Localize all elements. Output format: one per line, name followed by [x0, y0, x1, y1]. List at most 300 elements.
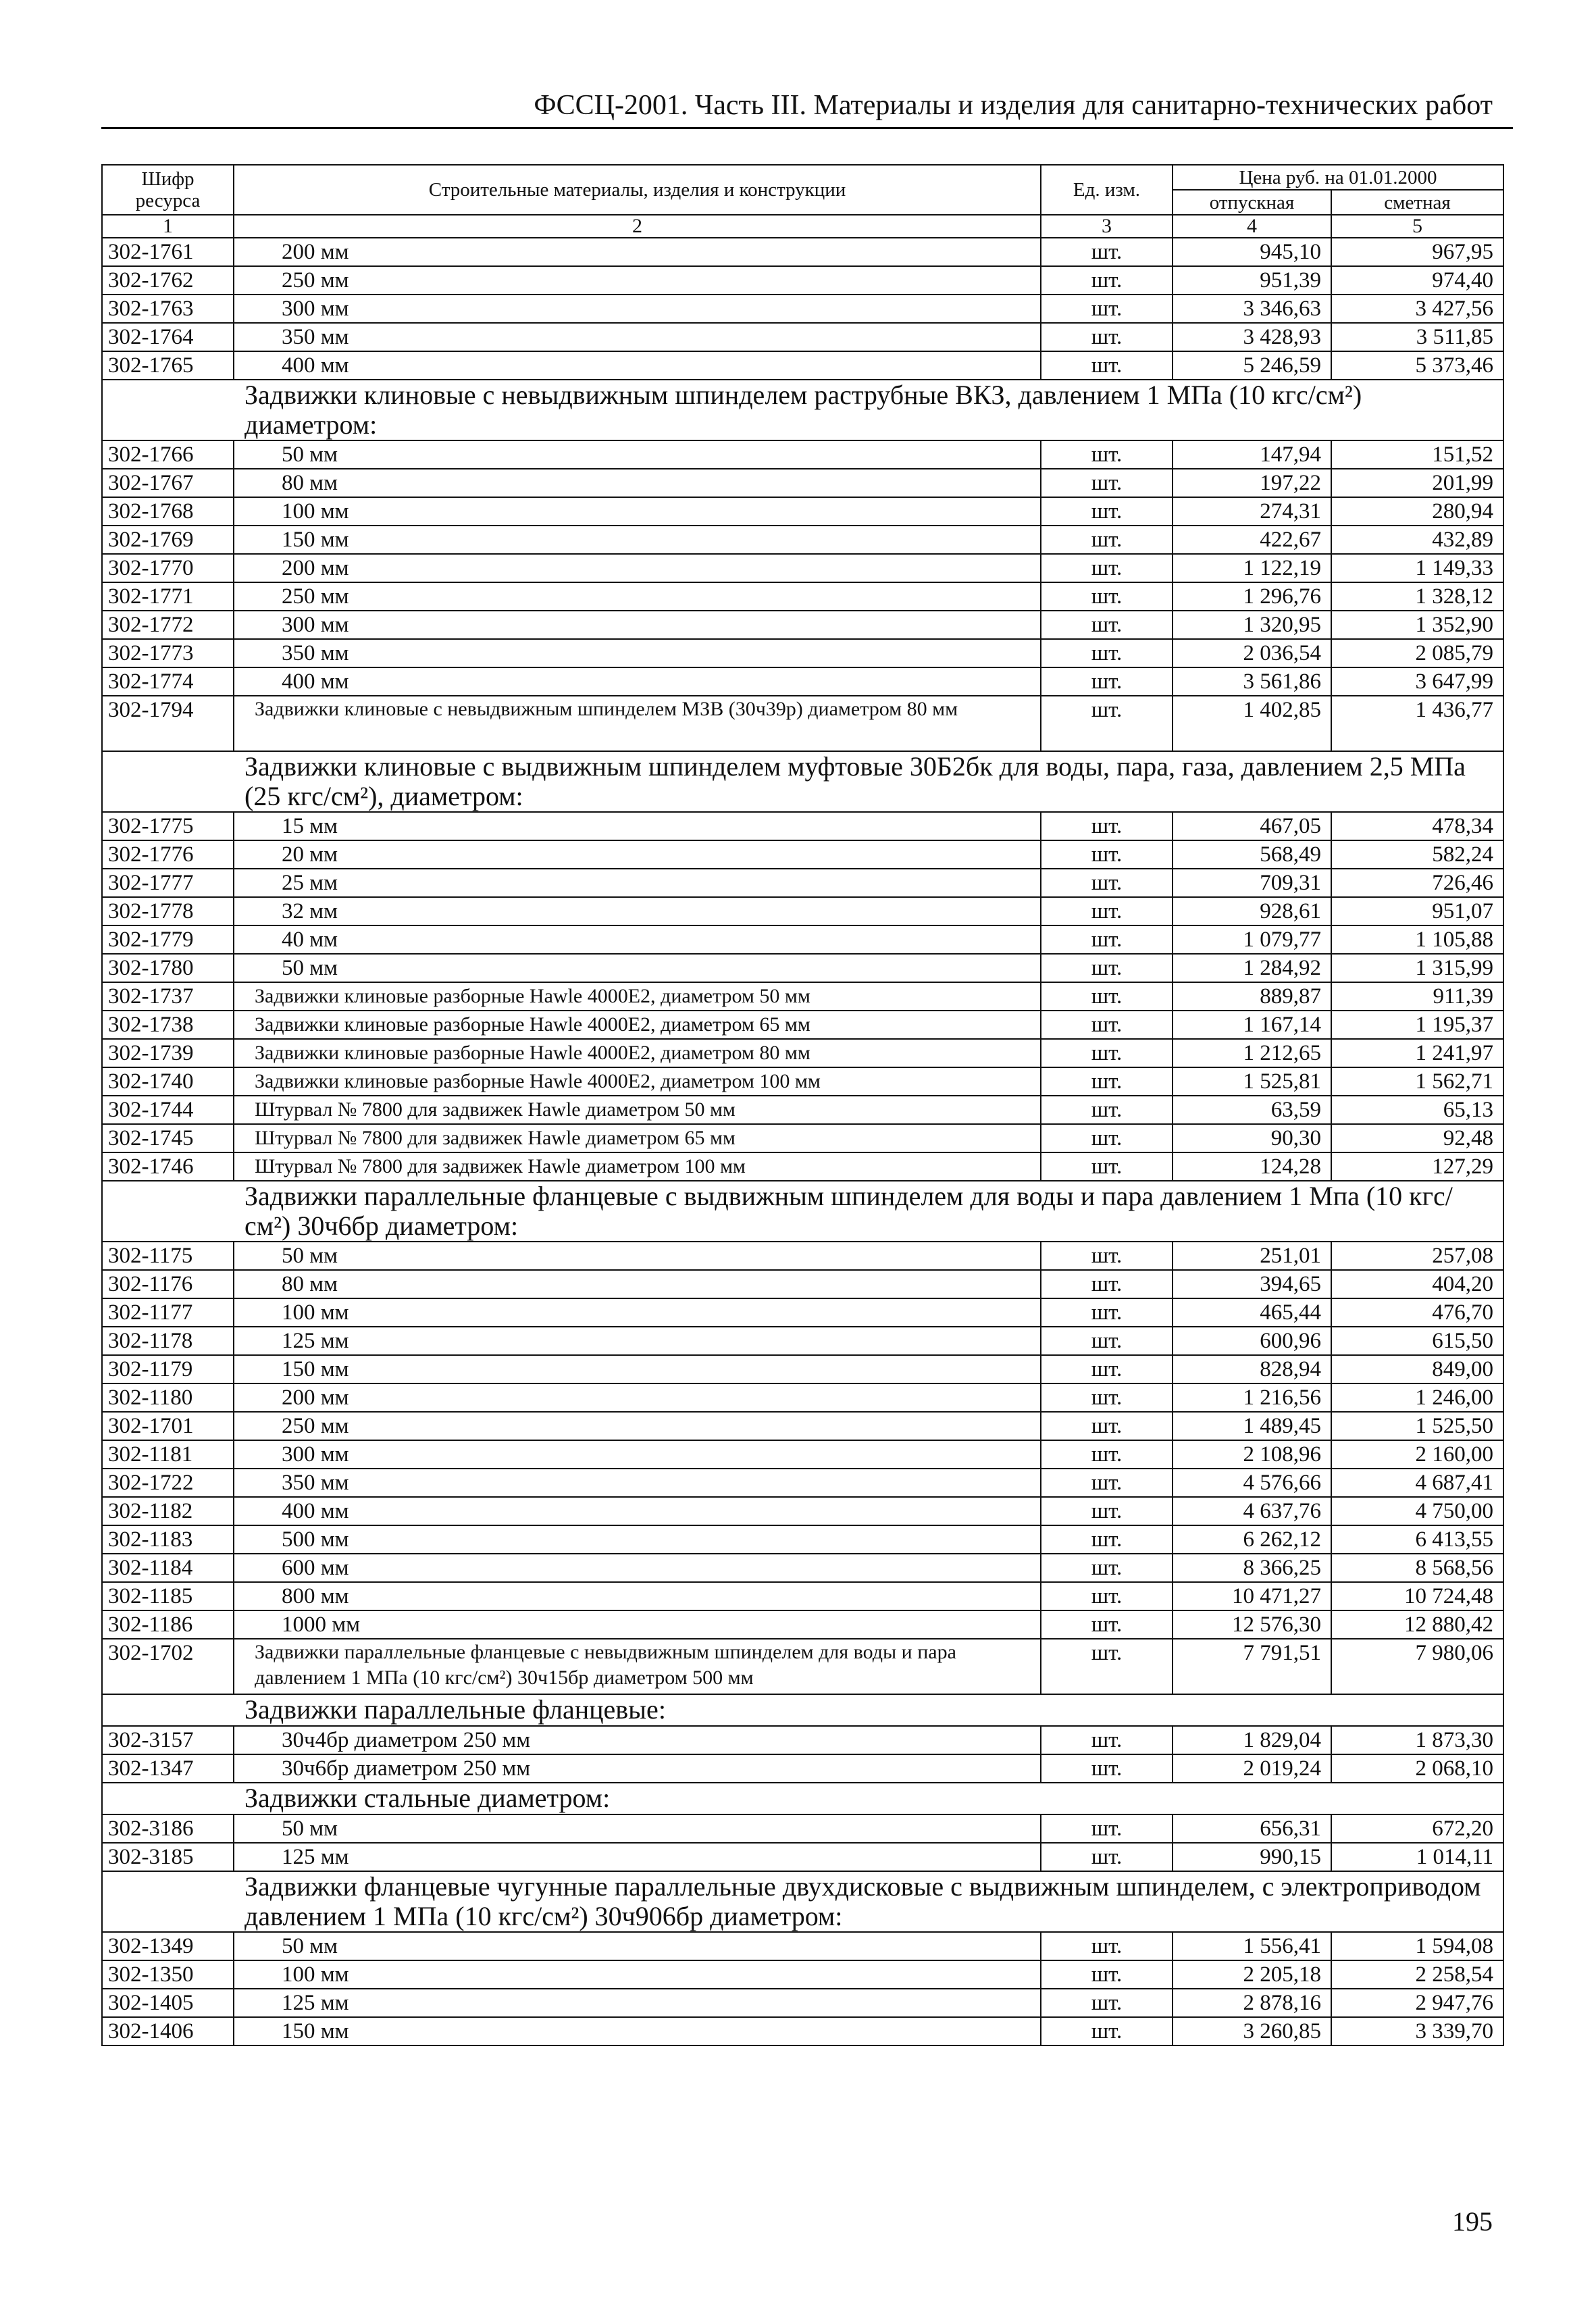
unit-cell: шт.: [1041, 1298, 1173, 1327]
table-row: [102, 611, 1503, 639]
material-name-cell: 100 мм: [234, 1960, 1041, 1989]
material-name-cell: 50 мм: [234, 1242, 1041, 1270]
resource-code-cell: 302-1702: [102, 1639, 234, 1694]
resource-code-cell: 302-1745: [102, 1124, 234, 1152]
estimate-price-cell: 672,20: [1331, 1814, 1503, 1843]
material-name-cell: 50 мм: [234, 1932, 1041, 1960]
estimate-price-cell: 1 525,50: [1331, 1412, 1503, 1440]
material-name-cell: 50 мм: [234, 954, 1041, 982]
table-row: [102, 667, 1503, 696]
estimate-price-cell: 1 149,33: [1331, 554, 1503, 582]
unit-cell: шт.: [1041, 497, 1173, 526]
table-row: [102, 1039, 1503, 1067]
material-name-cell: 200 мм: [234, 238, 1041, 266]
resource-code-cell: 302-1766: [102, 440, 234, 469]
table-row: [102, 1814, 1503, 1843]
resource-code-cell: 302-1177: [102, 1298, 234, 1327]
release-price-cell: 1 296,76: [1173, 582, 1331, 611]
material-name-cell: 125 мм: [234, 1327, 1041, 1355]
section-title: Задвижки клиновые с выдвижным шпинделем муфтовые 30Б2бк для воды, пара, газа, давлением 2,5 МПа (25 кгс/см²), диаметром:: [102, 751, 1503, 812]
unit-cell: шт.: [1041, 266, 1173, 295]
resource-code-cell: 302-1772: [102, 611, 234, 639]
table-row: [102, 238, 1503, 266]
estimate-price-cell: 1 105,88: [1331, 925, 1503, 954]
release-price-cell: 12 576,30: [1173, 1610, 1331, 1639]
resource-code-cell: 302-1405: [102, 1989, 234, 2017]
release-price-cell: 63,59: [1173, 1096, 1331, 1124]
estimate-price-cell: 12 880,42: [1331, 1610, 1503, 1639]
release-price-cell: 90,30: [1173, 1124, 1331, 1152]
unit-cell: шт.: [1041, 1440, 1173, 1469]
release-price-cell: 3 260,85: [1173, 2017, 1331, 2045]
release-price-cell: 1 079,77: [1173, 925, 1331, 954]
release-price-cell: 10 471,27: [1173, 1582, 1331, 1610]
release-price-cell: 251,01: [1173, 1242, 1331, 1270]
unit-cell: шт.: [1041, 954, 1173, 982]
unit-cell: шт.: [1041, 1843, 1173, 1871]
col-price-header: Цена руб. на 01.01.2000: [1173, 165, 1503, 190]
table-row: [102, 1011, 1503, 1039]
unit-cell: шт.: [1041, 323, 1173, 351]
col-release-header: отпускная: [1173, 190, 1331, 215]
table-row: [102, 1327, 1503, 1355]
table-row: [102, 812, 1503, 840]
estimate-price-cell: 4 750,00: [1331, 1497, 1503, 1525]
table-row: [102, 1440, 1503, 1469]
resource-code-cell: 302-1774: [102, 667, 234, 696]
col-number-3: 3: [1041, 215, 1173, 238]
release-price-cell: 2 878,16: [1173, 1989, 1331, 2017]
material-name-cell: Задвижки клиновые разборные Hawle 4000E2, диаметром 65 мм: [234, 1011, 1041, 1039]
release-price-cell: 2 108,96: [1173, 1440, 1331, 1469]
material-name-cell: Задвижки клиновые с невыдвижным шпинделем МЗВ (30ч39р) диаметром 80 мм: [234, 696, 1041, 751]
table-row: [102, 266, 1503, 295]
unit-cell: шт.: [1041, 238, 1173, 266]
unit-cell: шт.: [1041, 982, 1173, 1011]
estimate-price-cell: 257,08: [1331, 1242, 1503, 1270]
material-name-cell: 400 мм: [234, 351, 1041, 380]
table-row: [102, 1242, 1503, 1270]
table-row: [102, 954, 1503, 982]
release-price-cell: 656,31: [1173, 1814, 1331, 1843]
unit-cell: шт.: [1041, 1960, 1173, 1989]
section-title: Задвижки стальные диаметром:: [102, 1783, 1503, 1814]
release-price-cell: 1 216,56: [1173, 1383, 1331, 1412]
table-row: [102, 1932, 1503, 1960]
material-name-cell: 150 мм: [234, 2017, 1041, 2045]
release-price-cell: 709,31: [1173, 869, 1331, 897]
release-price-cell: 889,87: [1173, 982, 1331, 1011]
estimate-price-cell: 6 413,55: [1331, 1525, 1503, 1554]
estimate-price-cell: 280,94: [1331, 497, 1503, 526]
estimate-price-cell: 8 568,56: [1331, 1554, 1503, 1582]
estimate-price-cell: 2 068,10: [1331, 1754, 1503, 1783]
unit-cell: шт.: [1041, 840, 1173, 869]
release-price-cell: 147,94: [1173, 440, 1331, 469]
material-name-cell: 350 мм: [234, 323, 1041, 351]
material-name-cell: 80 мм: [234, 469, 1041, 497]
estimate-price-cell: 1 873,30: [1331, 1726, 1503, 1754]
col-number-4: 4: [1173, 215, 1331, 238]
table-row: [102, 1554, 1503, 1582]
material-name-cell: Штурвал № 7800 для задвижек Hawle диаметром 65 мм: [234, 1124, 1041, 1152]
material-name-cell: 400 мм: [234, 1497, 1041, 1525]
section-title: Задвижки клиновые с невыдвижным шпинделем раструбные ВКЗ, давлением 1 МПа (10 кгс/см²) диаметром:: [102, 380, 1503, 440]
table-row: [102, 1067, 1503, 1096]
unit-cell: шт.: [1041, 469, 1173, 497]
resource-code-cell: 302-1762: [102, 266, 234, 295]
estimate-price-cell: 951,07: [1331, 897, 1503, 925]
release-price-cell: 951,39: [1173, 266, 1331, 295]
estimate-price-cell: 911,39: [1331, 982, 1503, 1011]
unit-cell: шт.: [1041, 1355, 1173, 1383]
estimate-price-cell: 849,00: [1331, 1355, 1503, 1383]
resource-code-cell: 302-1794: [102, 696, 234, 751]
col-unit-header: Ед. изм.: [1041, 165, 1173, 215]
release-price-cell: 1 489,45: [1173, 1412, 1331, 1440]
col-name-header: Строительные материалы, изделия и конструкции: [234, 165, 1041, 215]
resource-code-cell: 302-1180: [102, 1383, 234, 1412]
resource-code-cell: 302-1181: [102, 1440, 234, 1469]
release-price-cell: 6 262,12: [1173, 1525, 1331, 1554]
material-name-cell: 80 мм: [234, 1270, 1041, 1298]
section-row: [102, 380, 1503, 440]
resource-code-cell: 302-1178: [102, 1327, 234, 1355]
estimate-price-cell: 974,40: [1331, 266, 1503, 295]
release-price-cell: 2 036,54: [1173, 639, 1331, 667]
estimate-price-cell: 3 427,56: [1331, 295, 1503, 323]
table-row: [102, 696, 1503, 751]
estimate-price-cell: 3 647,99: [1331, 667, 1503, 696]
release-price-cell: 3 561,86: [1173, 667, 1331, 696]
material-name-cell: 100 мм: [234, 1298, 1041, 1327]
estimate-price-cell: 1 594,08: [1331, 1932, 1503, 1960]
unit-cell: шт.: [1041, 1814, 1173, 1843]
unit-cell: шт.: [1041, 1124, 1173, 1152]
release-price-cell: 422,67: [1173, 526, 1331, 554]
unit-cell: шт.: [1041, 1242, 1173, 1270]
release-price-cell: 600,96: [1173, 1327, 1331, 1355]
unit-cell: шт.: [1041, 1096, 1173, 1124]
estimate-price-cell: 2 258,54: [1331, 1960, 1503, 1989]
table-row: [102, 1989, 1503, 2017]
resource-code-cell: 302-1740: [102, 1067, 234, 1096]
resource-code-cell: 302-1764: [102, 323, 234, 351]
resource-code-cell: 302-1179: [102, 1355, 234, 1383]
estimate-price-cell: 65,13: [1331, 1096, 1503, 1124]
unit-cell: шт.: [1041, 1726, 1173, 1754]
material-name-cell: 300 мм: [234, 611, 1041, 639]
release-price-cell: 1 556,41: [1173, 1932, 1331, 1960]
page-number: 195: [1452, 2206, 1493, 2237]
release-price-cell: 1 212,65: [1173, 1039, 1331, 1067]
page-header: [101, 86, 1513, 129]
estimate-price-cell: 1 562,71: [1331, 1067, 1503, 1096]
material-name-cell: 800 мм: [234, 1582, 1041, 1610]
unit-cell: шт.: [1041, 1989, 1173, 2017]
table-row: [102, 1383, 1503, 1412]
table-row: [102, 639, 1503, 667]
resource-code-cell: 302-1722: [102, 1469, 234, 1497]
material-name-cell: 250 мм: [234, 582, 1041, 611]
unit-cell: шт.: [1041, 639, 1173, 667]
estimate-price-cell: 615,50: [1331, 1327, 1503, 1355]
release-price-cell: 2 019,24: [1173, 1754, 1331, 1783]
section-row: [102, 1181, 1503, 1242]
release-price-cell: 124,28: [1173, 1152, 1331, 1181]
table-row: [102, 1582, 1503, 1610]
table-row: [102, 582, 1503, 611]
unit-cell: шт.: [1041, 1152, 1173, 1181]
resource-code-cell: 302-1350: [102, 1960, 234, 1989]
col-code-header: Шифр ресурса: [102, 165, 234, 215]
unit-cell: шт.: [1041, 1039, 1173, 1067]
resource-code-cell: 302-1182: [102, 1497, 234, 1525]
estimate-price-cell: 7 980,06: [1331, 1639, 1503, 1694]
table-row: [102, 469, 1503, 497]
resource-code-cell: 302-1773: [102, 639, 234, 667]
unit-cell: шт.: [1041, 554, 1173, 582]
unit-cell: шт.: [1041, 667, 1173, 696]
material-name-cell: 600 мм: [234, 1554, 1041, 1582]
material-name-cell: 150 мм: [234, 526, 1041, 554]
table-row: [102, 1843, 1503, 1871]
resource-code-cell: 302-1176: [102, 1270, 234, 1298]
page-title: ФССЦ-2001. Часть III. Материалы и изделия для санитарно-технических работ: [534, 90, 1493, 121]
resource-code-cell: 302-1779: [102, 925, 234, 954]
estimate-price-cell: 1 436,77: [1331, 696, 1503, 751]
resource-code-cell: 302-1744: [102, 1096, 234, 1124]
material-name-cell: 50 мм: [234, 440, 1041, 469]
unit-cell: шт.: [1041, 351, 1173, 380]
material-name-cell: 300 мм: [234, 295, 1041, 323]
unit-cell: шт.: [1041, 1582, 1173, 1610]
resource-code-cell: 302-1406: [102, 2017, 234, 2045]
table-row: [102, 1610, 1503, 1639]
release-price-cell: 3 346,63: [1173, 295, 1331, 323]
resource-code-cell: 302-1780: [102, 954, 234, 982]
resource-code-cell: 302-1767: [102, 469, 234, 497]
estimate-price-cell: 1 315,99: [1331, 954, 1503, 982]
estimate-price-cell: 726,46: [1331, 869, 1503, 897]
table-row: [102, 295, 1503, 323]
resource-code-cell: 302-1765: [102, 351, 234, 380]
section-title: Задвижки параллельные фланцевые:: [102, 1694, 1503, 1726]
resource-code-cell: 302-3157: [102, 1726, 234, 1754]
resource-code-cell: 302-3186: [102, 1814, 234, 1843]
table-row: [102, 1525, 1503, 1554]
estimate-price-cell: 582,24: [1331, 840, 1503, 869]
material-name-cell: 40 мм: [234, 925, 1041, 954]
release-price-cell: 7 791,51: [1173, 1639, 1331, 1694]
resource-code-cell: 302-1701: [102, 1412, 234, 1440]
material-name-cell: Штурвал № 7800 для задвижек Hawle диаметром 100 мм: [234, 1152, 1041, 1181]
section-title: Задвижки параллельные фланцевые с выдвижным шпинделем для воды и пара давлением 1 Мпа (10 кгс/см²) 30ч6бр диаметром:: [102, 1181, 1503, 1242]
release-price-cell: 828,94: [1173, 1355, 1331, 1383]
table-row: [102, 1469, 1503, 1497]
unit-cell: шт.: [1041, 1067, 1173, 1096]
section-title: Задвижки фланцевые чугунные параллельные двухдисковые с выдвижным шпинделем, с электроприводом давлением 1 МПа (10 кгс/см²) 30ч906бр диаметром:: [102, 1871, 1503, 1932]
resource-code-cell: 302-1183: [102, 1525, 234, 1554]
table-row: [102, 869, 1503, 897]
unit-cell: шт.: [1041, 696, 1173, 751]
material-name-cell: Задвижки клиновые разборные Hawle 4000E2, диаметром 100 мм: [234, 1067, 1041, 1096]
material-name-cell: Задвижки параллельные фланцевые с невыдвижным шпинделем для воды и пара давлением 1 МПа (10 кгс/см²) 30ч15бр диаметром 500 мм: [234, 1639, 1041, 1694]
table-row: [102, 1639, 1503, 1694]
estimate-price-cell: 10 724,48: [1331, 1582, 1503, 1610]
material-name-cell: 200 мм: [234, 1383, 1041, 1412]
material-name-cell: 30ч4бр диаметром 250 мм: [234, 1726, 1041, 1754]
table-row: [102, 982, 1503, 1011]
estimate-price-cell: 1 246,00: [1331, 1383, 1503, 1412]
unit-cell: шт.: [1041, 1554, 1173, 1582]
table-header: [102, 165, 1503, 238]
unit-cell: шт.: [1041, 2017, 1173, 2045]
material-name-cell: 100 мм: [234, 497, 1041, 526]
estimate-price-cell: 2 085,79: [1331, 639, 1503, 667]
release-price-cell: 1 167,14: [1173, 1011, 1331, 1039]
resource-code-cell: 302-1186: [102, 1610, 234, 1639]
estimate-price-cell: 2 947,76: [1331, 1989, 1503, 2017]
table-row: [102, 1754, 1503, 1783]
material-name-cell: 30ч6бр диаметром 250 мм: [234, 1754, 1041, 1783]
material-name-cell: Задвижки клиновые разборные Hawle 4000E2, диаметром 50 мм: [234, 982, 1041, 1011]
estimate-price-cell: 476,70: [1331, 1298, 1503, 1327]
table-row: [102, 323, 1503, 351]
table-row: [102, 1124, 1503, 1152]
price-table: [101, 164, 1504, 2046]
section-row: [102, 1871, 1503, 1932]
release-price-cell: 1 122,19: [1173, 554, 1331, 582]
table-row: [102, 1726, 1503, 1754]
unit-cell: шт.: [1041, 1497, 1173, 1525]
unit-cell: шт.: [1041, 1639, 1173, 1694]
material-name-cell: 350 мм: [234, 639, 1041, 667]
material-name-cell: Штурвал № 7800 для задвижек Hawle диаметром 50 мм: [234, 1096, 1041, 1124]
estimate-price-cell: 478,34: [1331, 812, 1503, 840]
section-row: [102, 1694, 1503, 1726]
resource-code-cell: 302-1771: [102, 582, 234, 611]
estimate-price-cell: 3 339,70: [1331, 2017, 1503, 2045]
estimate-price-cell: 5 373,46: [1331, 351, 1503, 380]
estimate-price-cell: 151,52: [1331, 440, 1503, 469]
resource-code-cell: 302-1738: [102, 1011, 234, 1039]
resource-code-cell: 302-1770: [102, 554, 234, 582]
resource-code-cell: 302-1776: [102, 840, 234, 869]
table-row: [102, 351, 1503, 380]
material-name-cell: Задвижки клиновые разборные Hawle 4000E2, диаметром 80 мм: [234, 1039, 1041, 1067]
material-name-cell: 400 мм: [234, 667, 1041, 696]
resource-code-cell: 302-1746: [102, 1152, 234, 1181]
unit-cell: шт.: [1041, 295, 1173, 323]
resource-code-cell: 302-1185: [102, 1582, 234, 1610]
table-row: [102, 1152, 1503, 1181]
material-name-cell: 300 мм: [234, 1440, 1041, 1469]
table-row: [102, 1096, 1503, 1124]
table-row: [102, 1497, 1503, 1525]
release-price-cell: 4 576,66: [1173, 1469, 1331, 1497]
estimate-price-cell: 1 352,90: [1331, 611, 1503, 639]
table-row: [102, 925, 1503, 954]
unit-cell: шт.: [1041, 869, 1173, 897]
estimate-price-cell: 1 328,12: [1331, 582, 1503, 611]
unit-cell: шт.: [1041, 1011, 1173, 1039]
section-row: [102, 1783, 1503, 1814]
estimate-price-cell: 1 014,11: [1331, 1843, 1503, 1871]
release-price-cell: 5 246,59: [1173, 351, 1331, 380]
resource-code-cell: 302-1184: [102, 1554, 234, 1582]
resource-code-cell: 302-1175: [102, 1242, 234, 1270]
unit-cell: шт.: [1041, 1754, 1173, 1783]
release-price-cell: 467,05: [1173, 812, 1331, 840]
table-row: [102, 526, 1503, 554]
unit-cell: шт.: [1041, 1469, 1173, 1497]
unit-cell: шт.: [1041, 440, 1173, 469]
release-price-cell: 4 637,76: [1173, 1497, 1331, 1525]
release-price-cell: 2 205,18: [1173, 1960, 1331, 1989]
resource-code-cell: 302-1778: [102, 897, 234, 925]
material-name-cell: 32 мм: [234, 897, 1041, 925]
table-row: [102, 1355, 1503, 1383]
unit-cell: шт.: [1041, 1327, 1173, 1355]
resource-code-cell: 302-1349: [102, 1932, 234, 1960]
release-price-cell: 990,15: [1173, 1843, 1331, 1871]
unit-cell: шт.: [1041, 582, 1173, 611]
resource-code-cell: 302-1769: [102, 526, 234, 554]
release-price-cell: 274,31: [1173, 497, 1331, 526]
resource-code-cell: 302-1763: [102, 295, 234, 323]
unit-cell: шт.: [1041, 1270, 1173, 1298]
material-name-cell: 350 мм: [234, 1469, 1041, 1497]
estimate-price-cell: 92,48: [1331, 1124, 1503, 1152]
table-row: [102, 1412, 1503, 1440]
unit-cell: шт.: [1041, 1383, 1173, 1412]
col-number-1: 1: [102, 215, 234, 238]
estimate-price-cell: 1 241,97: [1331, 1039, 1503, 1067]
material-name-cell: 250 мм: [234, 266, 1041, 295]
release-price-cell: 394,65: [1173, 1270, 1331, 1298]
release-price-cell: 945,10: [1173, 238, 1331, 266]
release-price-cell: 1 525,81: [1173, 1067, 1331, 1096]
material-name-cell: 200 мм: [234, 554, 1041, 582]
estimate-price-cell: 404,20: [1331, 1270, 1503, 1298]
resource-code-cell: 302-1737: [102, 982, 234, 1011]
material-name-cell: 15 мм: [234, 812, 1041, 840]
release-price-cell: 465,44: [1173, 1298, 1331, 1327]
unit-cell: шт.: [1041, 526, 1173, 554]
release-price-cell: 3 428,93: [1173, 323, 1331, 351]
unit-cell: шт.: [1041, 1412, 1173, 1440]
estimate-price-cell: 2 160,00: [1331, 1440, 1503, 1469]
table-row: [102, 1270, 1503, 1298]
resource-code-cell: 302-3185: [102, 1843, 234, 1871]
estimate-price-cell: 432,89: [1331, 526, 1503, 554]
col-number-2: 2: [234, 215, 1041, 238]
release-price-cell: 1 320,95: [1173, 611, 1331, 639]
unit-cell: шт.: [1041, 812, 1173, 840]
table-row: [102, 554, 1503, 582]
material-name-cell: 50 мм: [234, 1814, 1041, 1843]
release-price-cell: 8 366,25: [1173, 1554, 1331, 1582]
material-name-cell: 125 мм: [234, 1989, 1041, 2017]
resource-code-cell: 302-1761: [102, 238, 234, 266]
unit-cell: шт.: [1041, 1932, 1173, 1960]
unit-cell: шт.: [1041, 1525, 1173, 1554]
section-row: [102, 751, 1503, 812]
material-name-cell: 25 мм: [234, 869, 1041, 897]
table-row: [102, 840, 1503, 869]
release-price-cell: 568,49: [1173, 840, 1331, 869]
